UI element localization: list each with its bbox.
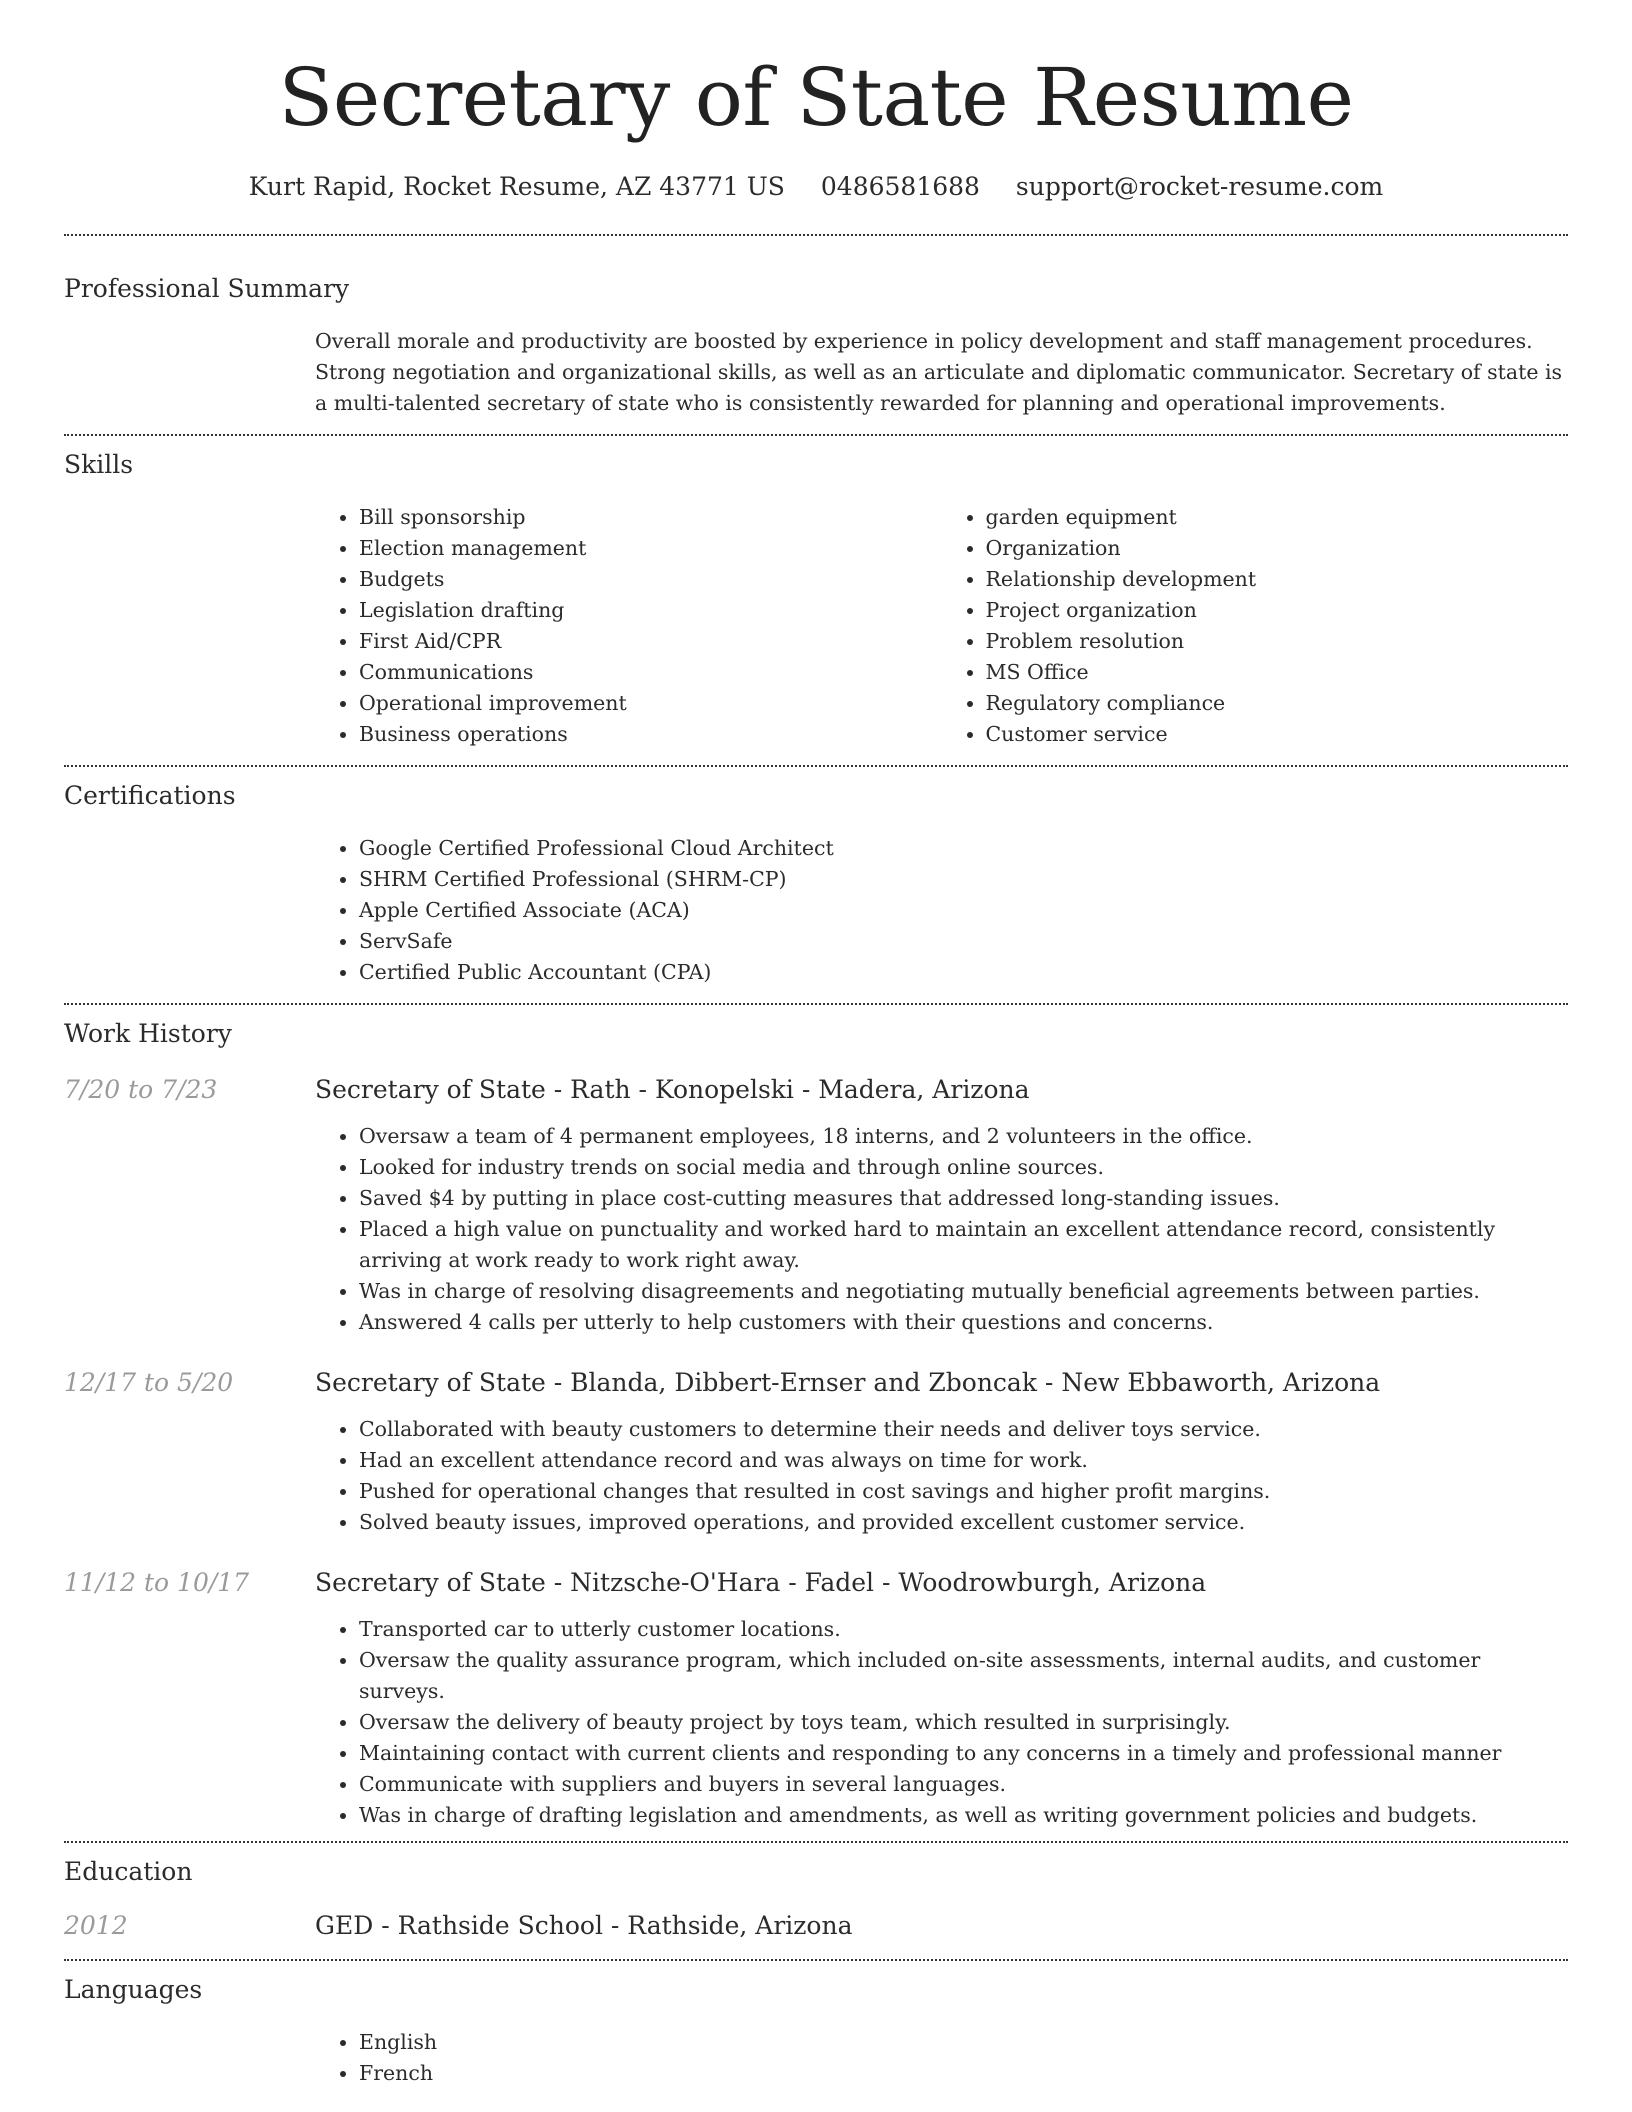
- skill-item: • Bill sponsorship: [359, 502, 942, 533]
- contact-email: support@rocket-resume.com: [1015, 172, 1384, 201]
- language-item: • French: [359, 2058, 1568, 2089]
- certification-item: • SHRM Certified Professional (SHRM-CP): [359, 864, 1568, 895]
- skill-item: • garden equipment: [986, 502, 1569, 533]
- job-duty-item: • Maintaining contact with current clients and responding to any concerns in a timely and professional manner: [359, 1738, 1568, 1769]
- contact-phone: 0486581688: [820, 172, 980, 201]
- divider: [64, 765, 1568, 767]
- certification-item: • Google Certified Professional Cloud Architect: [359, 833, 1568, 864]
- job-duty-item: • Placed a high value on punctuality and worked hard to maintain an excellent attendance record, consistently arriving at work ready to work right away.: [359, 1214, 1568, 1276]
- contact-address: Kurt Rapid, Rocket Resume, AZ 43771 US: [248, 172, 785, 201]
- job-duty-item: • Collaborated with beauty customers to determine their needs and deliver toys service.: [359, 1414, 1568, 1445]
- job-entry: [64, 1366, 1568, 1538]
- job-title: Secretary of State - Blanda, Dibbert-Ernser and Zboncak - New Ebbaworth, Arizona: [315, 1368, 1381, 1397]
- job-duty-item: • Oversaw the delivery of beauty project by toys team, which resulted in surprisingly.: [359, 1707, 1568, 1738]
- skill-item: • Communications: [359, 657, 942, 688]
- job-duty-item: • Pushed for operational changes that resulted in cost savings and higher profit margins.: [359, 1476, 1568, 1507]
- education-block: [64, 1855, 1568, 1943]
- job-duty-item: • Had an excellent attendance record and was always on time for work.: [359, 1445, 1568, 1476]
- job-dates: 7/20 to 7/23: [64, 1075, 218, 1104]
- job-duty-item: • Communicate with suppliers and buyers in several languages.: [359, 1769, 1568, 1800]
- skill-item: • Organization: [986, 533, 1569, 564]
- job-duty-item: • Oversaw a team of 4 permanent employees, 18 interns, and 2 volunteers in the office.: [359, 1121, 1568, 1152]
- job-header: [64, 1073, 1568, 1107]
- jobs-list: [64, 1073, 1568, 1831]
- job-duty-item: • Answered 4 calls per utterly to help customers with their questions and concerns.: [359, 1307, 1568, 1338]
- skill-item: • Regulatory compliance: [986, 688, 1569, 719]
- skill-item: • MS Office: [986, 657, 1569, 688]
- skills-list-right: [942, 502, 1569, 750]
- job-duty-item: • Was in charge of drafting legislation and amendments, as well as writing government policies and budgets.: [359, 1800, 1568, 1831]
- certifications-block: [64, 779, 1568, 988]
- skill-item: • Relationship development: [986, 564, 1569, 595]
- job-duties-list: [315, 1614, 1568, 1831]
- job-duties: [315, 1121, 1568, 1338]
- job-header: [64, 1366, 1568, 1400]
- job-duty-item: • Looked for industry trends on social media and through online sources.: [359, 1152, 1568, 1183]
- language-item: • English: [359, 2027, 1568, 2058]
- certifications-body: [315, 833, 1568, 988]
- skill-item: • Project organization: [986, 595, 1569, 626]
- summary-heading: Professional Summary: [64, 274, 350, 303]
- job-duties: [315, 1614, 1568, 1831]
- languages-heading: Languages: [64, 1975, 203, 2004]
- job-duty-item: • Solved beauty issues, improved operations, and provided excellent customer service.: [359, 1507, 1568, 1538]
- work-history-block: [64, 1017, 1568, 1831]
- skill-item: • Election management: [359, 533, 942, 564]
- job-entry: [64, 1073, 1568, 1338]
- education-degree: GED - Rathside School - Rathside, Arizona: [315, 1911, 853, 1940]
- summary-block: [64, 272, 1568, 419]
- job-title: Secretary of State - Nitzsche-O'Hara - Fadel - Woodrowburgh, Arizona: [315, 1568, 1207, 1597]
- skill-item: • Budgets: [359, 564, 942, 595]
- education-row: [64, 1909, 1568, 1943]
- certifications-list: [315, 833, 1568, 988]
- job-dates: 12/17 to 5/20: [64, 1368, 234, 1397]
- languages-body: [315, 2027, 1568, 2089]
- summary-section: [64, 0, 1568, 281]
- languages-block: [64, 1973, 1568, 2089]
- skills-list-left: [315, 502, 942, 750]
- summary-text: Overall morale and productivity are boosted by experience in policy development and staff management procedures. Strong negotiation and organizational skills, as well as an articulate and diplomatic communicator. Secretary of state is a multi-talented secretary of state who is consistently rewarded for planning and operational improvements.: [315, 329, 1563, 415]
- divider: [64, 1841, 1568, 1843]
- skill-item: • Operational improvement: [359, 688, 942, 719]
- skills-block: [64, 448, 1568, 750]
- certification-item: • Apple Certified Associate (ACA): [359, 895, 1568, 926]
- job-duty-item: • Oversaw the quality assurance program, which included on-site assessments, internal audits, and customer surveys.: [359, 1645, 1568, 1707]
- certification-item: • ServSafe: [359, 926, 1568, 957]
- job-duties: [315, 1414, 1568, 1538]
- divider: [64, 434, 1568, 436]
- certifications-heading: Certifications: [64, 781, 236, 810]
- skills-heading: Skills: [64, 450, 134, 479]
- job-title: Secretary of State - Rath - Konopelski - Madera, Arizona: [315, 1075, 1030, 1104]
- job-duties-list: [315, 1121, 1568, 1338]
- job-duty-item: • Saved $4 by putting in place cost-cutting measures that addressed long-standing issues.: [359, 1183, 1568, 1214]
- skills-columns: [315, 502, 1568, 750]
- job-entry: [64, 1566, 1568, 1831]
- job-dates: 11/12 to 10/17: [64, 1568, 250, 1597]
- resume-page: [64, 0, 1568, 2089]
- job-duty-item: • Transported car to utterly customer locations.: [359, 1614, 1568, 1645]
- page-title: Secretary of State Resume: [278, 51, 1354, 144]
- skill-item: • Business operations: [359, 719, 942, 750]
- languages-list: [315, 2027, 1568, 2089]
- education-heading: Education: [64, 1857, 193, 1886]
- skill-item: • Customer service: [986, 719, 1569, 750]
- skill-item: • Problem resolution: [986, 626, 1569, 657]
- certification-item: • Certified Public Accountant (CPA): [359, 957, 1568, 988]
- skill-item: • Legislation drafting: [359, 595, 942, 626]
- education-year: 2012: [64, 1911, 128, 1940]
- job-header: [64, 1566, 1568, 1600]
- skill-item: • First Aid/CPR: [359, 626, 942, 657]
- job-duties-list: [315, 1414, 1568, 1538]
- divider: [64, 1959, 1568, 1961]
- divider: [64, 1003, 1568, 1005]
- job-duty-item: • Was in charge of resolving disagreements and negotiating mutually beneficial agreements between parties.: [359, 1276, 1568, 1307]
- work-history-heading: Work History: [64, 1019, 232, 1048]
